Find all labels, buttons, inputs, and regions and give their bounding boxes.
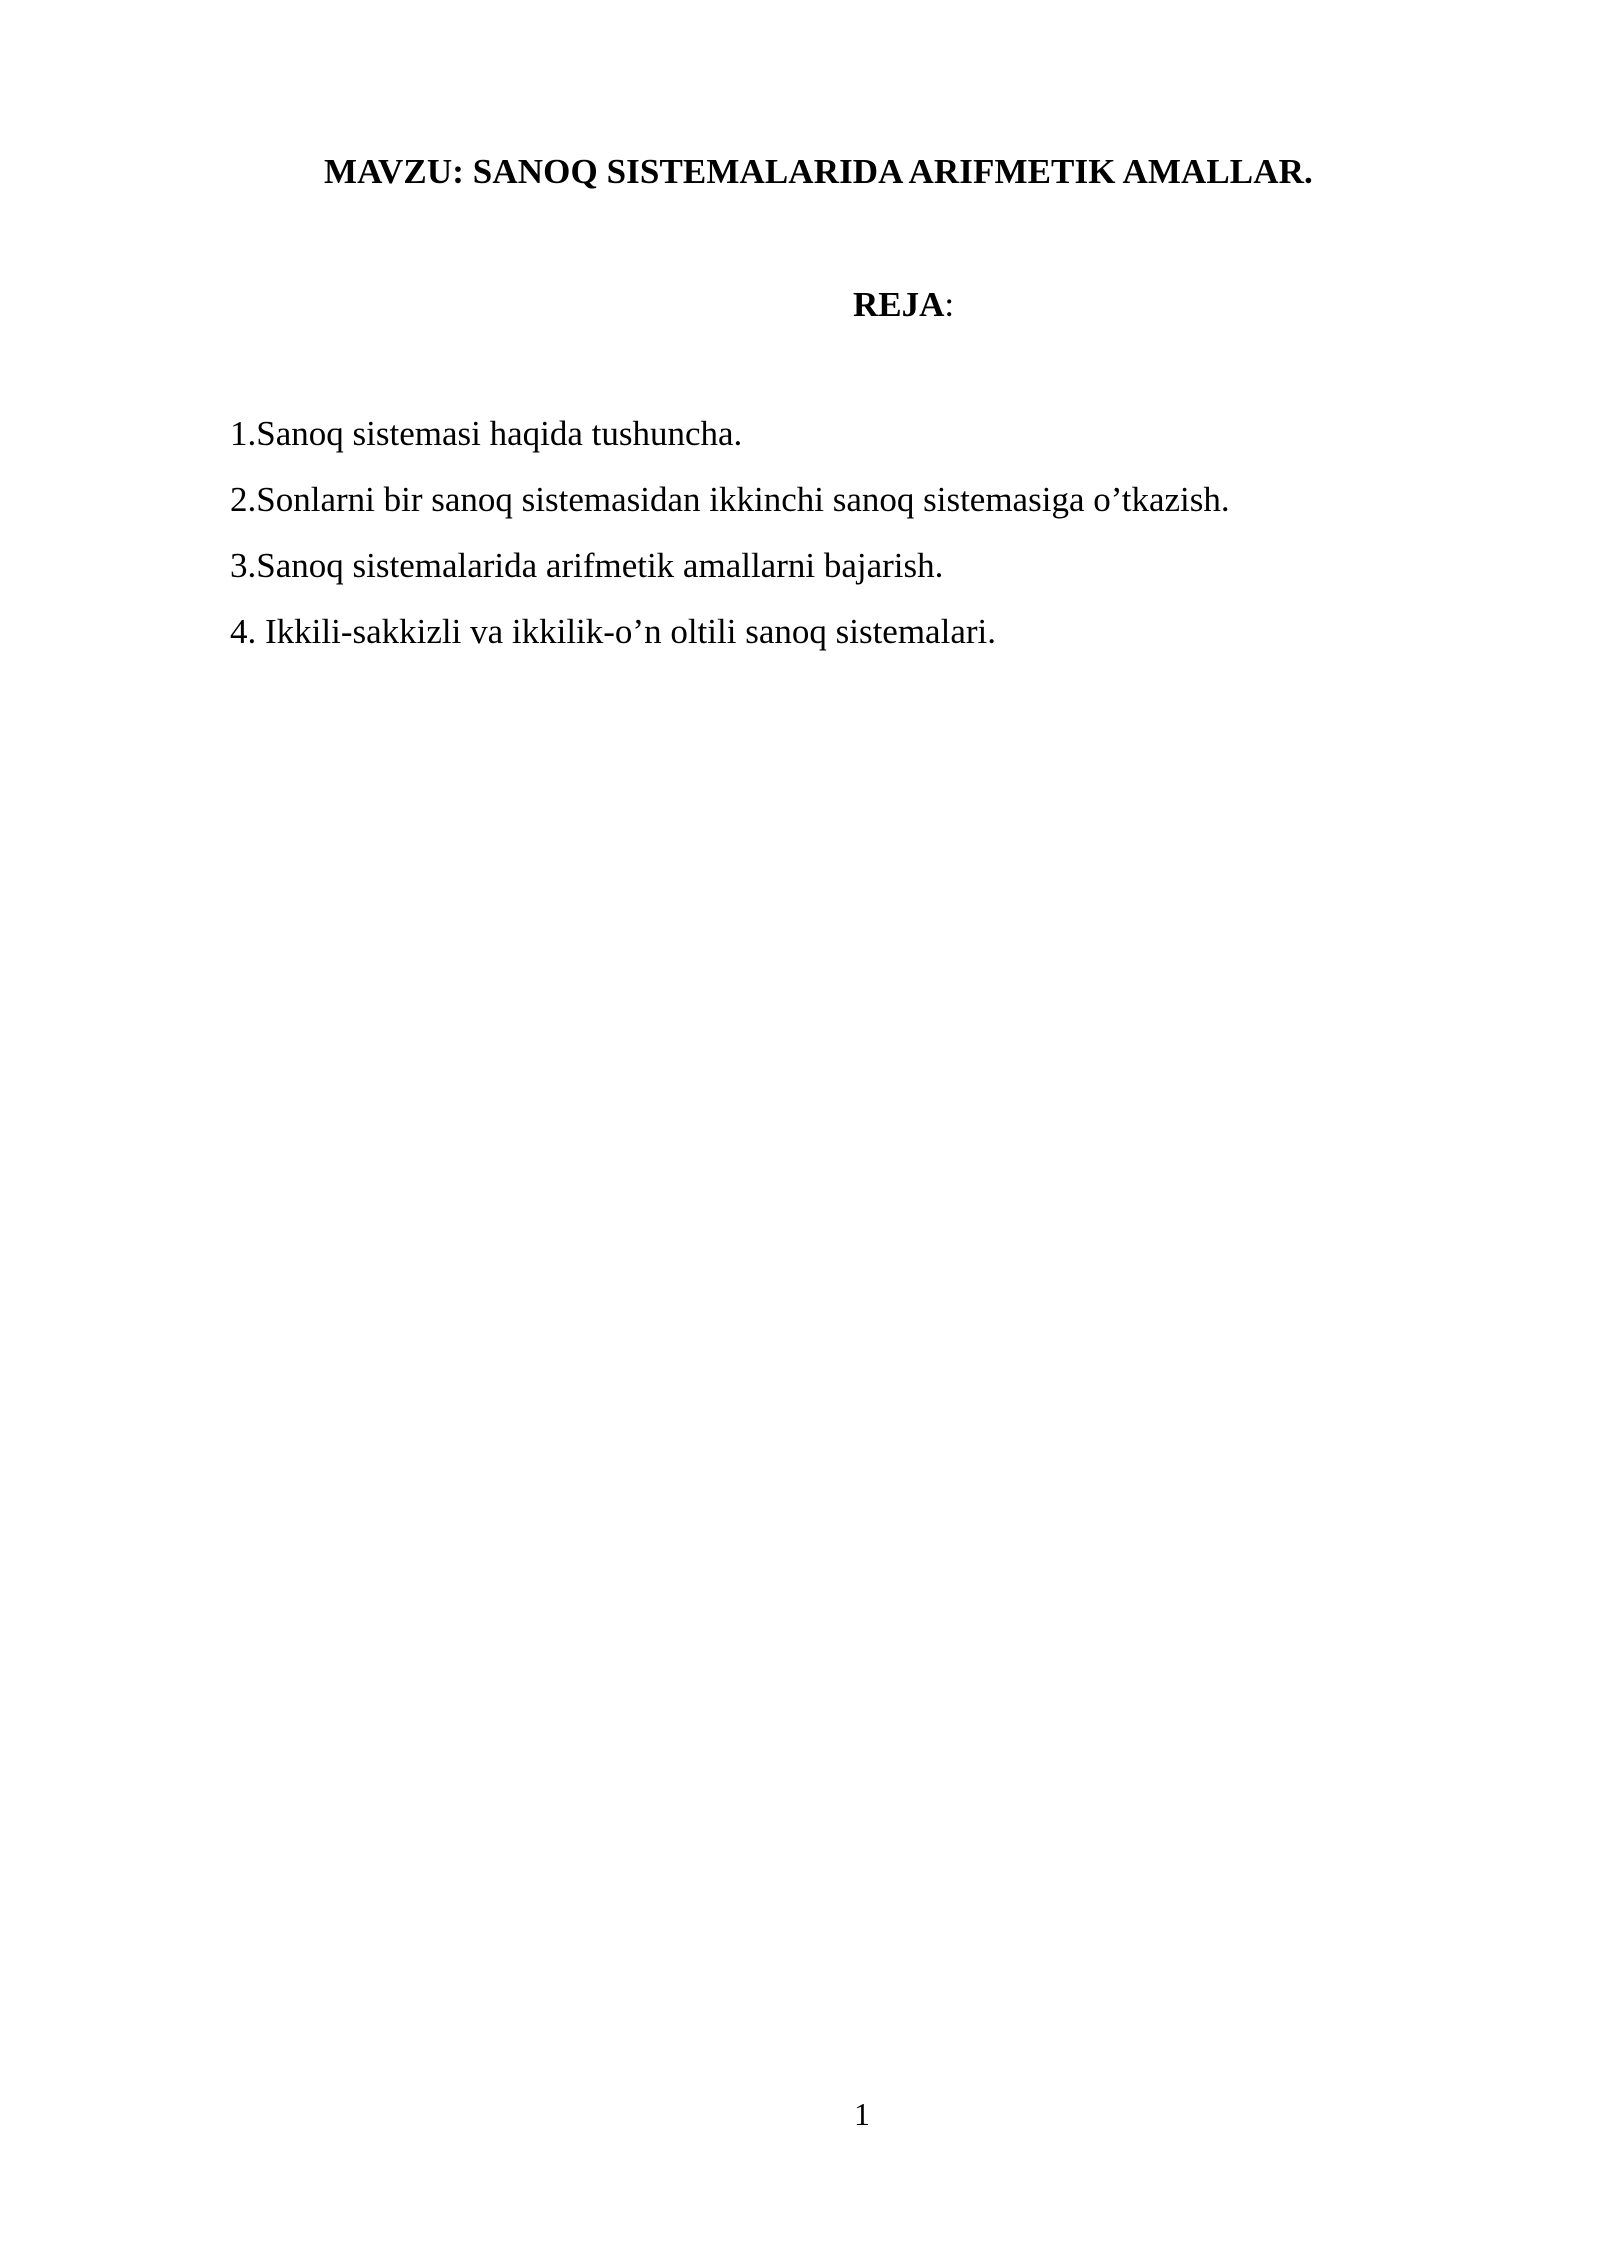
plan-item-2: 2.Sonlarni bir sanoq sistemasidan ikkinchi sanoq sistemasiga o’tkazish. xyxy=(230,480,1230,519)
page-number: 1 xyxy=(854,2096,870,2132)
plan-heading-colon: : xyxy=(944,285,955,324)
plan-list xyxy=(230,412,1230,676)
plan-item-3: 3.Sanoq sistemalarida arifmetik amallarni bajarish. xyxy=(230,546,944,585)
plan-heading xyxy=(853,283,954,327)
document-title: MAVZU: SANOQ SISTEMALARIDA ARIFMETIK AMALLAR. xyxy=(324,152,1313,191)
plan-item-1: 1.Sanoq sistemasi haqida tushuncha. xyxy=(230,414,743,453)
plan-item-4: 4. Ikkili-sakkizli va ikkilik-o’n oltili sanoq sistemalari. xyxy=(230,612,996,651)
plan-heading-label: REJA xyxy=(853,285,945,324)
